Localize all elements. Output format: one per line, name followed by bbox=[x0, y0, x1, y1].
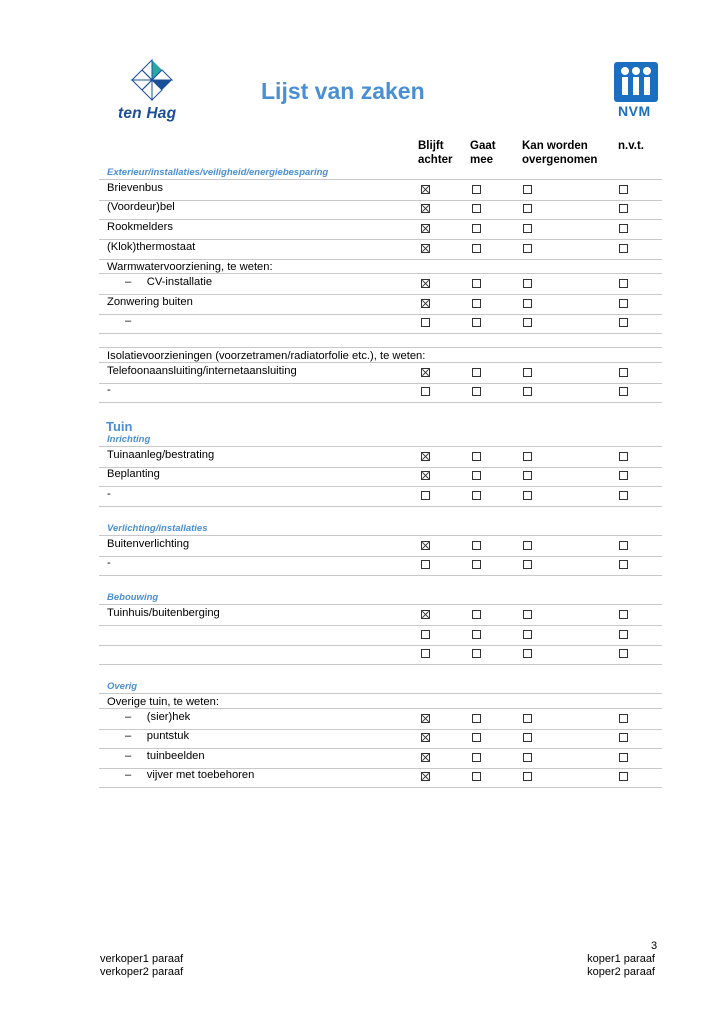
page-number: 3 bbox=[651, 940, 658, 952]
list-item-label: Overige tuin, te weten: bbox=[107, 696, 219, 708]
checkbox[interactable] bbox=[523, 541, 532, 550]
checkbox[interactable] bbox=[619, 204, 628, 213]
checked-checkbox[interactable] bbox=[421, 714, 430, 723]
checkbox[interactable] bbox=[619, 630, 628, 639]
checkbox[interactable] bbox=[523, 491, 532, 500]
checkbox[interactable] bbox=[472, 560, 481, 569]
checkbox[interactable] bbox=[472, 630, 481, 639]
list-item bbox=[99, 605, 662, 626]
list-item-label: Tuinaanleg/bestrating bbox=[107, 449, 215, 461]
checkbox[interactable] bbox=[523, 649, 532, 658]
checked-checkbox[interactable] bbox=[421, 368, 430, 377]
checkbox[interactable] bbox=[421, 649, 430, 658]
checkbox[interactable] bbox=[523, 733, 532, 742]
checkbox[interactable] bbox=[523, 185, 532, 194]
checkbox[interactable] bbox=[472, 299, 481, 308]
checkbox[interactable] bbox=[523, 452, 532, 461]
list-item-label: Zonwering buiten bbox=[107, 296, 193, 308]
ten-hag-logo bbox=[112, 58, 192, 128]
checkbox[interactable] bbox=[523, 630, 532, 639]
nvm-text: NVM bbox=[618, 103, 651, 119]
checked-checkbox[interactable] bbox=[421, 471, 430, 480]
checked-checkbox[interactable] bbox=[421, 772, 430, 781]
list-item-label: Buitenverlichting bbox=[107, 538, 190, 550]
checkbox[interactable] bbox=[619, 318, 628, 327]
list-item-label: Warmwatervoorziening, te weten: bbox=[107, 261, 273, 273]
brand-name: ten Hag bbox=[118, 105, 177, 122]
checkbox[interactable] bbox=[619, 733, 628, 742]
checkbox[interactable] bbox=[472, 649, 481, 658]
checkbox[interactable] bbox=[472, 387, 481, 396]
checked-checkbox[interactable] bbox=[421, 279, 430, 288]
list-item bbox=[99, 382, 662, 403]
list-item bbox=[99, 536, 662, 557]
list-item bbox=[99, 728, 662, 749]
list-item bbox=[99, 555, 662, 576]
list-item-label: Isolatievoorzieningen (voorzetramen/radiatorfolie etc.), te weten: bbox=[107, 350, 426, 362]
list-item bbox=[99, 748, 662, 769]
checkbox[interactable] bbox=[472, 471, 481, 480]
checkbox[interactable] bbox=[421, 387, 430, 396]
checkbox[interactable] bbox=[523, 714, 532, 723]
section-tuin: Tuin bbox=[106, 419, 133, 434]
list-item-label: Rookmelders bbox=[107, 221, 173, 233]
checkbox[interactable] bbox=[523, 387, 532, 396]
list-item bbox=[99, 313, 662, 334]
list-item bbox=[99, 180, 662, 201]
list-item-label: (Klok)thermostaat bbox=[107, 241, 196, 253]
list-item-label: – puntstuk bbox=[125, 730, 190, 742]
checkbox[interactable] bbox=[523, 753, 532, 762]
checkbox[interactable] bbox=[472, 244, 481, 253]
nvm-figures-icon bbox=[614, 62, 658, 102]
nvm-logo bbox=[614, 62, 662, 120]
checked-checkbox[interactable] bbox=[421, 733, 430, 742]
checkbox[interactable] bbox=[619, 279, 628, 288]
checkbox[interactable] bbox=[619, 541, 628, 550]
checkbox[interactable] bbox=[523, 299, 532, 308]
section-bebouwing: Bebouwing bbox=[107, 592, 159, 603]
checkbox[interactable] bbox=[472, 452, 481, 461]
list-item bbox=[99, 709, 662, 730]
checked-checkbox[interactable] bbox=[421, 610, 430, 619]
list-item-label: Telefoonaansluiting/internetaansluiting bbox=[107, 365, 297, 377]
list-item bbox=[99, 767, 662, 788]
checkbox[interactable] bbox=[472, 318, 481, 327]
list-item bbox=[99, 259, 662, 274]
list-item bbox=[99, 447, 662, 468]
col-nvt: n.v.t. bbox=[618, 140, 644, 152]
pinwheel-icon bbox=[130, 58, 174, 102]
checked-checkbox[interactable] bbox=[421, 452, 430, 461]
checkbox[interactable] bbox=[472, 185, 481, 194]
list-item-label: – (sier)hek bbox=[125, 711, 191, 723]
list-item-label: – bbox=[125, 315, 132, 327]
list-item-label: – CV-installatie bbox=[125, 276, 213, 288]
list-item bbox=[99, 348, 662, 363]
list-item-label: - bbox=[107, 557, 111, 569]
checkbox[interactable] bbox=[523, 204, 532, 213]
checkbox[interactable] bbox=[421, 560, 430, 569]
checkbox[interactable] bbox=[472, 733, 481, 742]
checkbox[interactable] bbox=[472, 491, 481, 500]
checked-checkbox[interactable] bbox=[421, 753, 430, 762]
checkbox[interactable] bbox=[619, 368, 628, 377]
list-item bbox=[99, 274, 662, 295]
checkbox[interactable] bbox=[523, 368, 532, 377]
list-item bbox=[99, 363, 662, 384]
checkbox[interactable] bbox=[472, 772, 481, 781]
checkbox[interactable] bbox=[619, 452, 628, 461]
checkbox[interactable] bbox=[619, 387, 628, 396]
checkbox[interactable] bbox=[472, 224, 481, 233]
seller-initials: verkoper1 paraaf verkoper2 paraaf bbox=[100, 953, 184, 978]
list-item bbox=[99, 294, 662, 315]
section-overig: Overig bbox=[107, 681, 138, 692]
checkbox[interactable] bbox=[619, 244, 628, 253]
checkbox[interactable] bbox=[619, 610, 628, 619]
checkbox[interactable] bbox=[523, 224, 532, 233]
col-blijft-achter: Blijft achter bbox=[418, 140, 453, 166]
checkbox[interactable] bbox=[619, 649, 628, 658]
checkbox[interactable] bbox=[523, 244, 532, 253]
checkbox[interactable] bbox=[619, 753, 628, 762]
checkbox[interactable] bbox=[619, 185, 628, 194]
checkbox[interactable] bbox=[472, 714, 481, 723]
list-item-label: Tuinhuis/buitenberging bbox=[107, 607, 220, 619]
checkbox[interactable] bbox=[472, 204, 481, 213]
checked-checkbox[interactable] bbox=[421, 244, 430, 253]
checkbox[interactable] bbox=[619, 772, 628, 781]
list-item bbox=[99, 486, 662, 507]
checked-checkbox[interactable] bbox=[421, 204, 430, 213]
list-item-label: Beplanting bbox=[107, 468, 160, 480]
checkbox[interactable] bbox=[421, 630, 430, 639]
list-item bbox=[99, 239, 662, 260]
checkbox[interactable] bbox=[619, 560, 628, 569]
checked-checkbox[interactable] bbox=[421, 541, 430, 550]
section-verlichting: Verlichting/installaties bbox=[107, 523, 208, 534]
checked-checkbox[interactable] bbox=[421, 299, 430, 308]
checkbox[interactable] bbox=[472, 279, 481, 288]
checkbox[interactable] bbox=[619, 224, 628, 233]
list-item-label: (Voordeur)bel bbox=[107, 201, 175, 213]
checkbox[interactable] bbox=[472, 368, 481, 377]
checkbox[interactable] bbox=[421, 318, 430, 327]
checkbox[interactable] bbox=[472, 753, 481, 762]
buyer-initials: koper1 paraaf koper2 paraaf bbox=[587, 953, 655, 978]
checkbox[interactable] bbox=[421, 491, 430, 500]
list-item bbox=[99, 644, 662, 665]
checked-checkbox[interactable] bbox=[421, 224, 430, 233]
checkbox[interactable] bbox=[523, 318, 532, 327]
checkbox[interactable] bbox=[523, 560, 532, 569]
checkbox[interactable] bbox=[472, 541, 481, 550]
section-inrichting: Inrichting bbox=[107, 434, 151, 445]
list-item bbox=[99, 625, 662, 646]
list-item-label: Brievenbus bbox=[107, 182, 163, 194]
col-gaat-mee: Gaat mee bbox=[470, 140, 496, 166]
col-kan-worden-overgenomen: Kan worden overgenomen bbox=[522, 140, 598, 166]
list-item-label: – tuinbeelden bbox=[125, 750, 205, 762]
checkbox[interactable] bbox=[523, 610, 532, 619]
list-item bbox=[99, 466, 662, 487]
checkbox[interactable] bbox=[523, 772, 532, 781]
list-item-label: - bbox=[107, 488, 111, 500]
checkbox[interactable] bbox=[619, 471, 628, 480]
checkbox[interactable] bbox=[472, 610, 481, 619]
list-item bbox=[99, 219, 662, 240]
list-item bbox=[99, 199, 662, 220]
checkbox[interactable] bbox=[523, 471, 532, 480]
list-item-label: - bbox=[107, 384, 111, 396]
checkbox[interactable] bbox=[619, 491, 628, 500]
list-item-label: – vijver met toebehoren bbox=[125, 769, 255, 781]
checked-checkbox[interactable] bbox=[421, 185, 430, 194]
checkbox[interactable] bbox=[619, 299, 628, 308]
checkbox[interactable] bbox=[523, 279, 532, 288]
page-title: Lijst van zaken bbox=[261, 78, 425, 104]
section-exterieur: Exterieur/installaties/veiligheid/energiebesparing bbox=[107, 167, 329, 178]
list-item bbox=[99, 694, 662, 709]
checkbox[interactable] bbox=[619, 714, 628, 723]
